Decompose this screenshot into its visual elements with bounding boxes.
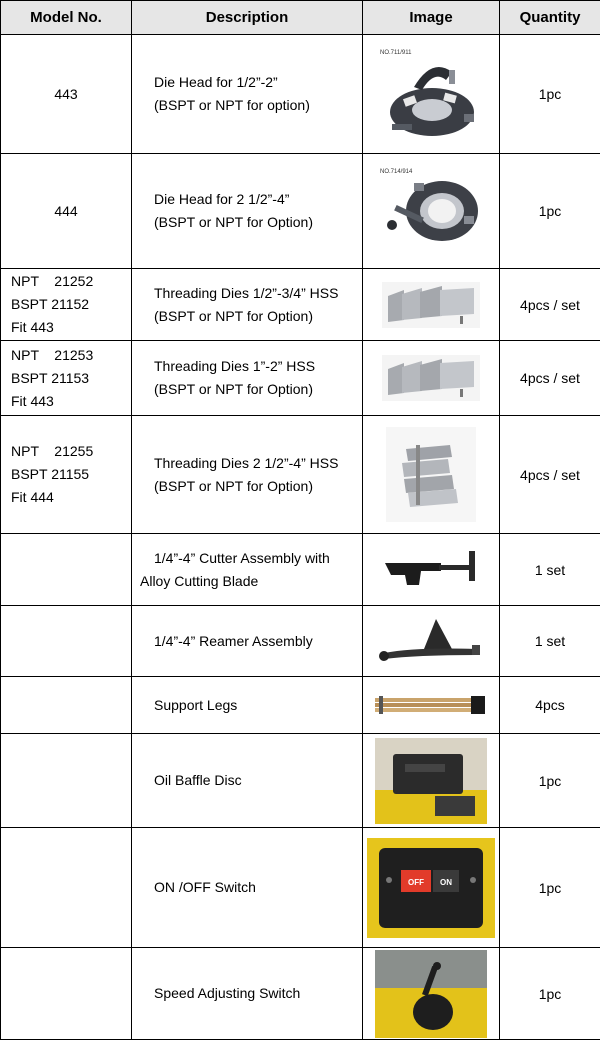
threading-dies-photo — [382, 282, 480, 328]
description-line: Threading Dies 1/2”-3/4” HSS — [154, 284, 339, 301]
image-cell — [363, 534, 500, 606]
threading-dies-photo — [382, 355, 480, 401]
model-line: BSPT 21155 — [11, 466, 90, 482]
table-row — [1, 269, 600, 341]
switch-off-label: OFF — [408, 877, 424, 887]
image-cell — [363, 828, 500, 948]
description-line: Threading Dies 2 1/2”-4” HSS — [154, 454, 339, 471]
description-cell — [132, 677, 363, 734]
description-line: 1/4”-4” Cutter Assembly with — [154, 549, 330, 566]
model-cell — [1, 948, 132, 1040]
header-image: Image — [363, 1, 500, 35]
table-row — [1, 677, 600, 734]
model-cell — [1, 828, 132, 948]
description-line: (BSPT or NPT for option) — [154, 97, 310, 113]
model-cell — [1, 154, 132, 269]
image-cell — [363, 734, 500, 828]
die-head-large-photo — [374, 161, 489, 261]
table-row — [1, 734, 600, 828]
table-row — [1, 948, 600, 1040]
description-cell — [132, 606, 363, 677]
quantity-cell: 4pcs / set — [500, 416, 600, 534]
description-cell — [132, 534, 363, 606]
photo-label: NO.714/914 — [379, 169, 412, 175]
description-cell — [132, 948, 363, 1040]
table-row — [1, 154, 600, 269]
support-legs-photo — [371, 692, 491, 718]
description-line: Support Legs — [154, 696, 238, 713]
model-line: NPT 21255 — [11, 443, 94, 459]
model-line: 443 — [54, 85, 78, 102]
description-line: Threading Dies 1”-2” HSS — [154, 358, 316, 374]
description-line: Alloy Cutting Blade — [140, 572, 259, 589]
model-cell — [1, 606, 132, 677]
switch-on-label: ON — [440, 877, 452, 887]
reamer-assembly-photo — [376, 613, 486, 669]
description-line: (BSPT or NPT for Option) — [154, 307, 313, 324]
header-description: Description — [132, 1, 363, 35]
quantity-cell: 1pc — [500, 154, 600, 269]
model-cell — [1, 416, 132, 534]
description-cell — [132, 734, 363, 828]
description-cell — [132, 416, 363, 534]
header-quantity: Quantity — [500, 1, 600, 35]
quantity-cell: 1 set — [500, 534, 600, 606]
image-cell — [363, 341, 500, 416]
cutter-assembly-photo — [381, 545, 481, 595]
on-off-switch-photo — [367, 838, 495, 938]
model-line: BSPT 21153 — [11, 369, 90, 386]
description-line: Oil Baffle Disc — [154, 772, 242, 788]
description-line: Speed Adjusting Switch — [154, 985, 301, 1001]
description-line: (BSPT or NPT for Option) — [154, 477, 313, 494]
model-line: NPT 21253 — [11, 346, 94, 363]
description-line: Die Head for 2 1/2”-4” — [154, 191, 290, 207]
model-cell — [1, 734, 132, 828]
image-cell — [363, 154, 500, 269]
quantity-cell: 1pc — [500, 828, 600, 948]
table-row — [1, 534, 600, 606]
description-line: (BSPT or NPT for Option) — [154, 381, 313, 397]
image-cell — [363, 677, 500, 734]
description-cell — [132, 154, 363, 269]
model-line: NPT 21252 — [11, 273, 94, 289]
image-cell — [363, 948, 500, 1040]
table-row — [1, 828, 600, 948]
model-line: 444 — [54, 202, 78, 219]
model-cell — [1, 35, 132, 154]
description-cell — [132, 269, 363, 341]
model-cell — [1, 677, 132, 734]
model-cell — [1, 269, 132, 341]
photo-label: NO.711/911 — [379, 49, 411, 56]
image-cell — [363, 416, 500, 534]
description-line: 1/4”-4” Reamer Assembly — [154, 632, 313, 649]
die-head-small-photo — [374, 42, 489, 147]
description-cell — [132, 828, 363, 948]
model-cell — [1, 341, 132, 416]
image-cell — [363, 606, 500, 677]
header-model: Model No. — [1, 1, 132, 35]
quantity-cell: 4pcs / set — [500, 341, 600, 416]
model-line: Fit 443 — [11, 319, 54, 335]
description-line: (BSPT or NPT for Option) — [154, 214, 313, 230]
quantity-cell: 1 set — [500, 606, 600, 677]
description-line: Die Head for 1/2”-2” — [154, 74, 278, 90]
table-row — [1, 35, 600, 154]
description-line: ON /OFF Switch — [154, 879, 256, 895]
model-line: Fit 443 — [11, 392, 54, 409]
table-header-row — [1, 1, 600, 35]
quantity-cell: 4pcs — [500, 677, 600, 734]
model-cell — [1, 534, 132, 606]
model-line: Fit 444 — [11, 489, 54, 505]
description-cell — [132, 35, 363, 154]
threading-dies-stack-photo — [386, 427, 476, 522]
quantity-cell: 4pcs / set — [500, 269, 600, 341]
table-row — [1, 606, 600, 677]
speed-switch-photo — [375, 950, 487, 1038]
quantity-cell: 1pc — [500, 734, 600, 828]
image-cell — [363, 269, 500, 341]
image-cell — [363, 35, 500, 154]
table-row — [1, 416, 600, 534]
quantity-cell: 1pc — [500, 35, 600, 154]
oil-baffle-disc-photo — [375, 738, 487, 824]
table-row — [1, 341, 600, 416]
quantity-cell: 1pc — [500, 948, 600, 1040]
description-cell — [132, 341, 363, 416]
model-line: BSPT 21152 — [11, 296, 90, 312]
